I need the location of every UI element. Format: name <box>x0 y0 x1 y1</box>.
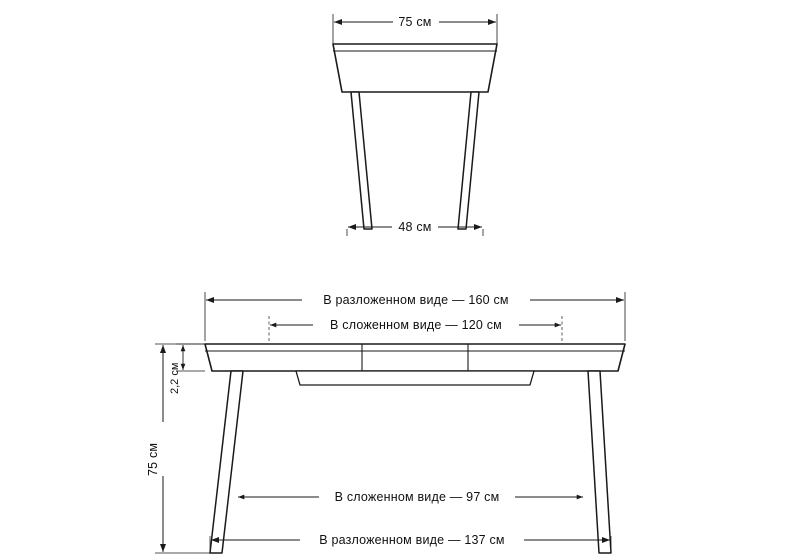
front-view <box>146 290 625 553</box>
dimension-top-folded <box>269 316 562 341</box>
side-view-leg-right <box>458 92 479 229</box>
dimension-label-top-folded: В сложенном виде — 120 см <box>330 318 502 332</box>
dimension-label-height: 75 см <box>146 442 160 476</box>
dimension-label-tabletop-thickness: 2,2 см <box>169 362 181 394</box>
dimension-label-legs-extended: В разложенном виде — 137 см <box>319 533 505 547</box>
front-view-apron <box>296 371 534 385</box>
front-view-leg-left <box>210 371 243 553</box>
dimension-legs-extended <box>210 530 611 553</box>
front-view-tabletop <box>205 344 625 371</box>
front-view-leg-right <box>588 371 611 553</box>
dimension-label-legs-folded: В сложенном виде — 97 см <box>334 490 500 504</box>
dimension-legs-folded <box>238 488 583 506</box>
dimension-label-top-extended: В разложенном виде — 160 см <box>323 293 509 307</box>
dimension-tabletop-thickness <box>169 344 205 394</box>
side-view <box>333 13 497 236</box>
dimension-label-top-width: 75 см <box>398 15 432 29</box>
dimension-label-leg-span: 48 см <box>398 220 432 234</box>
side-view-leg-left <box>351 92 372 229</box>
dimension-top-width <box>333 13 497 44</box>
